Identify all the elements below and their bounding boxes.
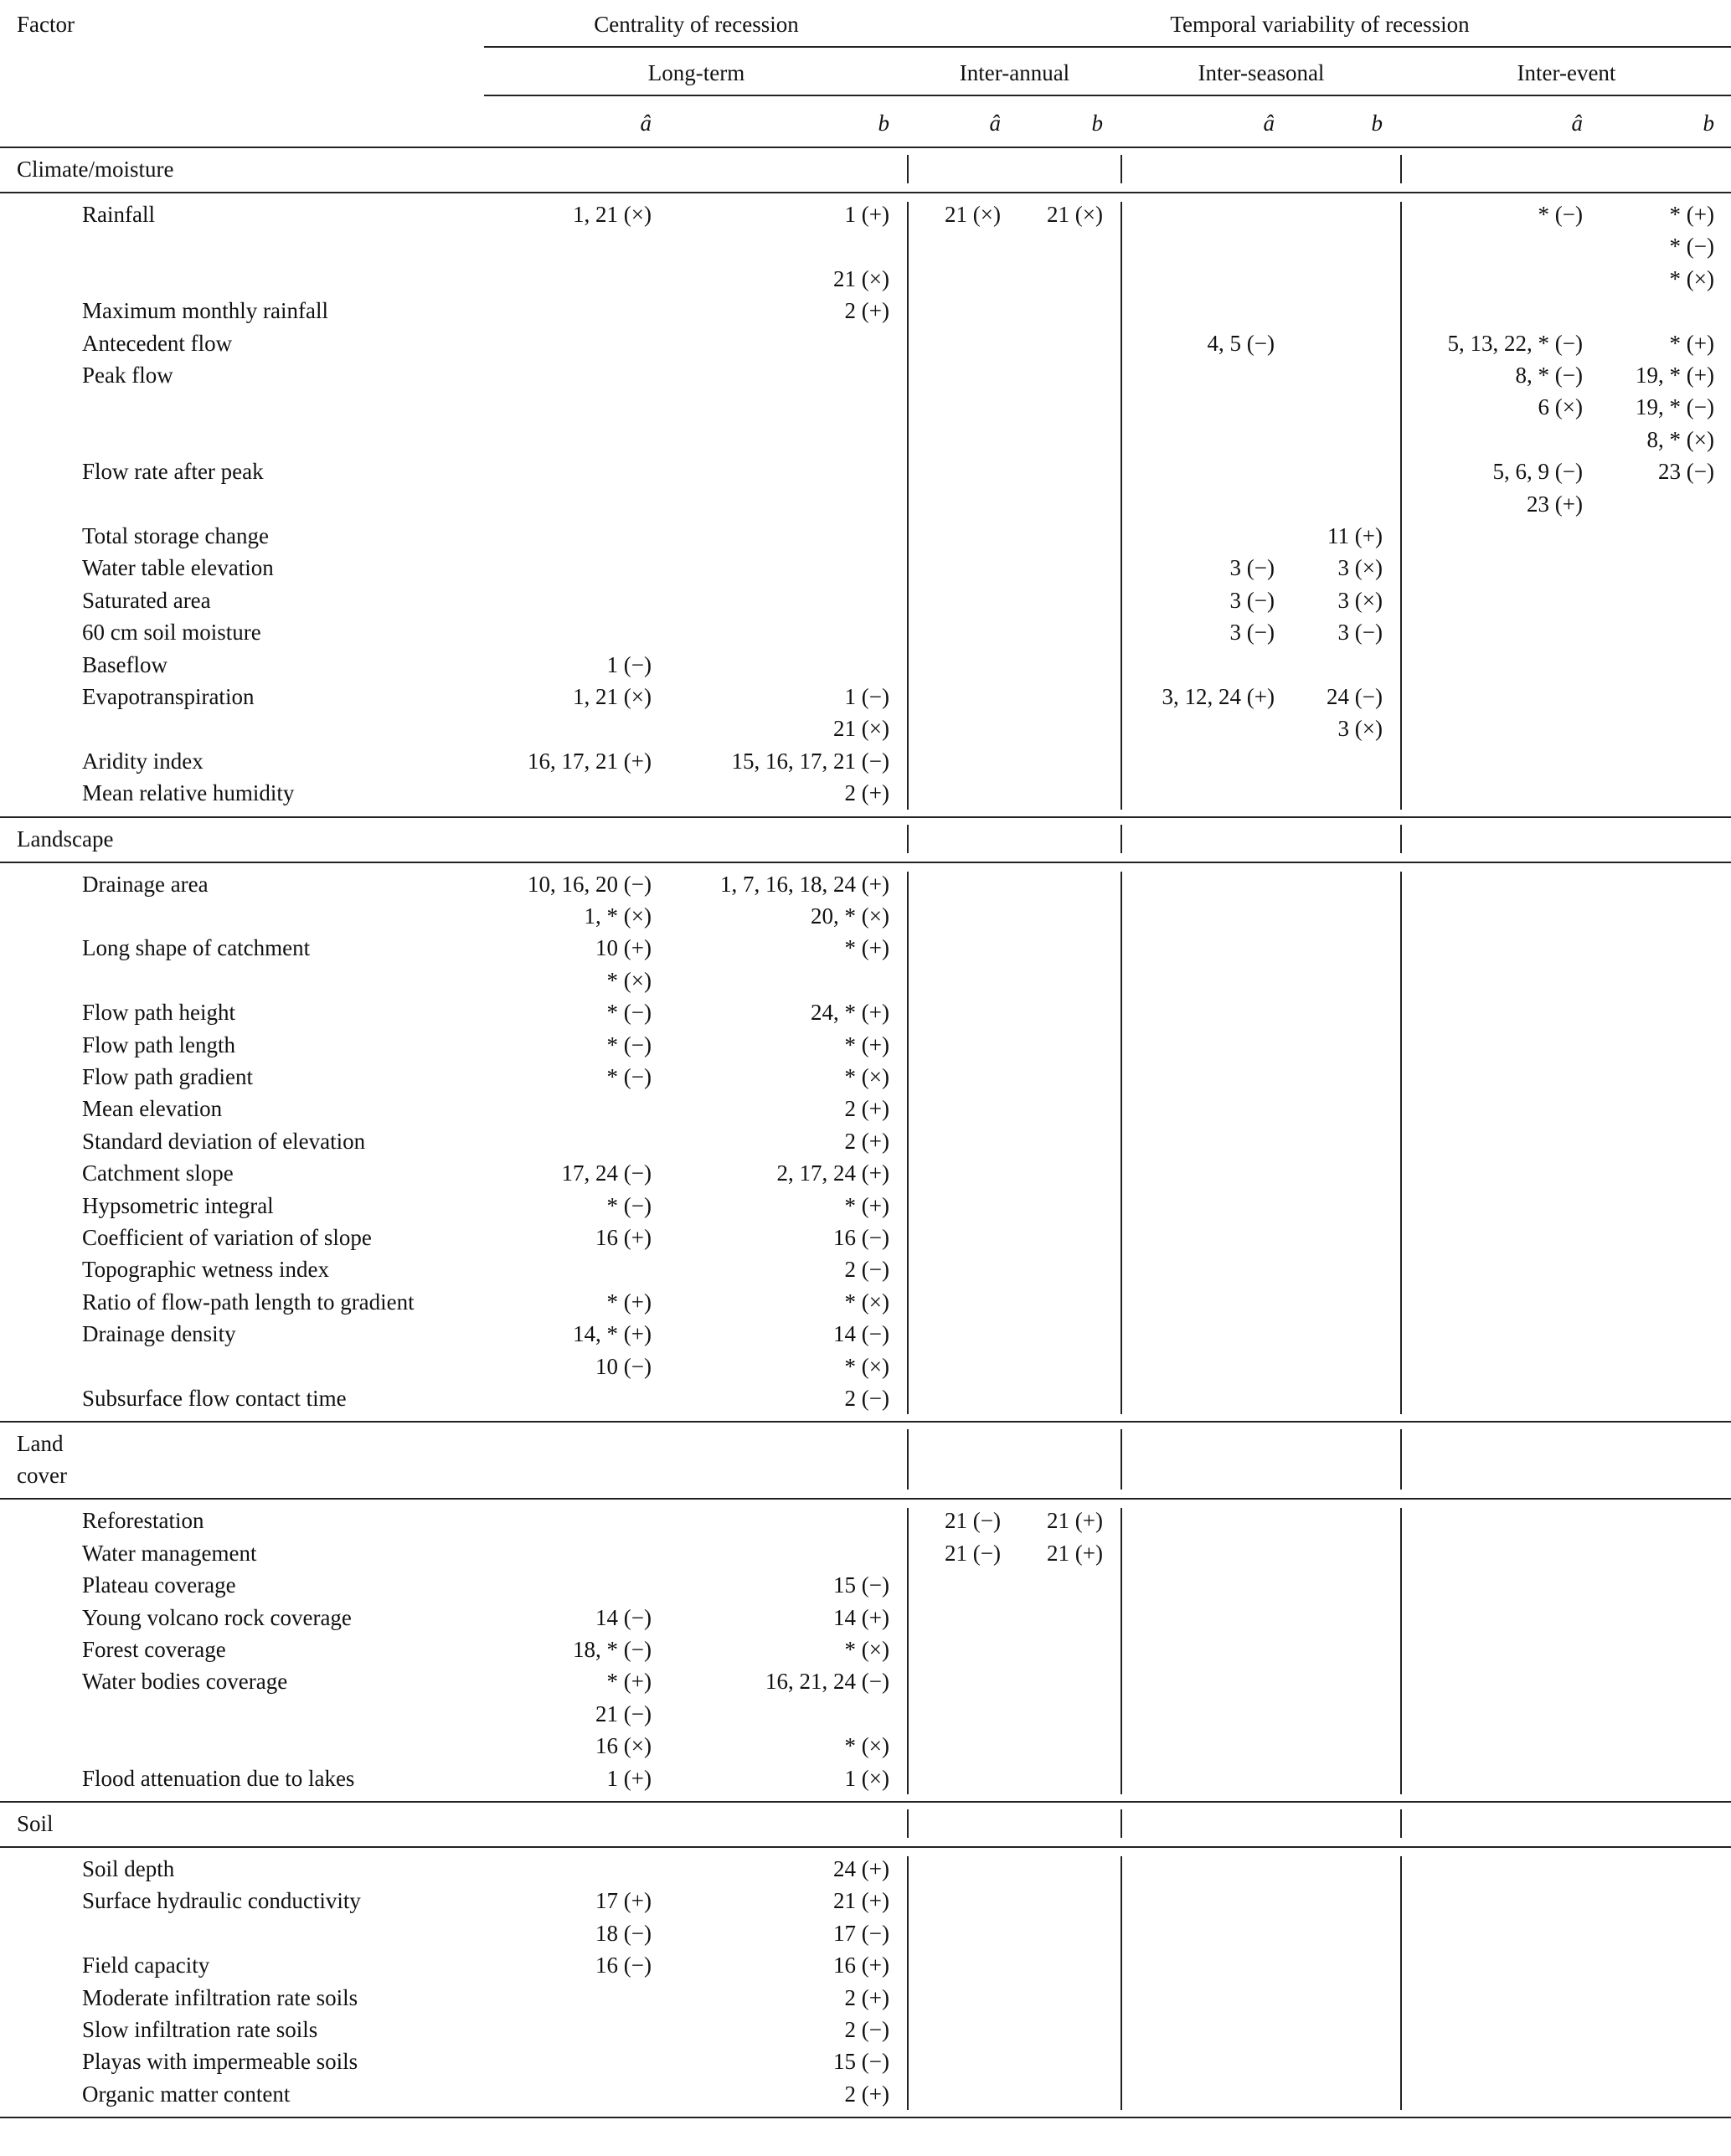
cell-event-a-hat: 6 (×) bbox=[1538, 394, 1583, 420]
cell-long-b: 20, * (×) bbox=[811, 903, 889, 929]
cell-long-b: 16 (+) bbox=[833, 1953, 889, 1978]
section-body-divider-1 bbox=[907, 1856, 909, 2110]
factor-label: Organic matter content bbox=[82, 2081, 291, 2107]
factor-label: Rainfall bbox=[82, 202, 155, 227]
section-title-divider-3 bbox=[1400, 1809, 1402, 1838]
factor-label: Slow infiltration rate soils bbox=[82, 2017, 318, 2042]
cell-long-a-hat: * (−) bbox=[606, 1064, 652, 1089]
section-body-divider-3 bbox=[1400, 1508, 1402, 1794]
section-title-divider-2 bbox=[1121, 825, 1122, 853]
cell-long-b: 21 (×) bbox=[833, 265, 889, 291]
cell-long-b: 2 (−) bbox=[844, 1386, 889, 1411]
cell-long-b: 2 (−) bbox=[844, 2017, 889, 2042]
cell-long-b: 15 (−) bbox=[833, 1572, 889, 1598]
section-title-divider-3 bbox=[1400, 825, 1402, 853]
section-title: Soil bbox=[17, 1811, 54, 1836]
section-title-divider-2 bbox=[1121, 155, 1122, 183]
factor-label: Flow path gradient bbox=[82, 1064, 253, 1089]
section-body-divider-1 bbox=[907, 1508, 909, 1794]
section-title-divider-1 bbox=[907, 1809, 909, 1838]
cell-long-a-hat: 16 (−) bbox=[595, 1953, 652, 1978]
cell-event-b: 8, * (×) bbox=[1646, 426, 1714, 452]
factor-label: Drainage density bbox=[82, 1321, 236, 1347]
factor-label: Standard deviation of elevation bbox=[82, 1128, 366, 1154]
cell-long-b: 15, 16, 17, 21 (−) bbox=[731, 748, 889, 774]
header-rule-1 bbox=[484, 46, 1731, 48]
factor-label: Ratio of flow-path length to gradient bbox=[82, 1289, 415, 1315]
section-body-divider-3 bbox=[1400, 872, 1402, 1415]
header-a-hat-event: â bbox=[1571, 111, 1583, 136]
cell-event-b: 19, * (−) bbox=[1636, 394, 1714, 420]
cell-annual-b: 21 (+) bbox=[1047, 1540, 1103, 1566]
factor-label: Baseflow bbox=[82, 651, 167, 677]
cell-long-b: * (×) bbox=[844, 1064, 889, 1089]
header-inter-seasonal: Inter-seasonal bbox=[1198, 60, 1325, 85]
cell-event-a-hat: 5, 13, 22, * (−) bbox=[1447, 330, 1583, 356]
section-body-divider-3 bbox=[1400, 1856, 1402, 2110]
section-bottom-rule bbox=[0, 1801, 1731, 1803]
cell-event-b: 23 (−) bbox=[1658, 459, 1714, 485]
cell-long-a-hat: 10 (+) bbox=[595, 935, 652, 961]
factor-label: Saturated area bbox=[82, 587, 211, 613]
cell-long-b: 16 (−) bbox=[833, 1225, 889, 1250]
section-title-divider-3 bbox=[1400, 155, 1402, 183]
cell-long-b: 1 (−) bbox=[844, 684, 889, 709]
cell-seasonal-a-hat: 3 (−) bbox=[1229, 555, 1275, 581]
cell-long-b: 2 (+) bbox=[844, 1128, 889, 1154]
factor-label: Water bodies coverage bbox=[82, 1669, 288, 1695]
cell-seasonal-a-hat: 3, 12, 24 (+) bbox=[1162, 684, 1275, 709]
header-rule-2 bbox=[484, 95, 1731, 96]
section-body-divider-2 bbox=[1121, 872, 1122, 1415]
cell-long-a-hat: 1, 21 (×) bbox=[573, 202, 652, 227]
cell-long-b: 2 (+) bbox=[844, 1984, 889, 2010]
factor-label: Mean relative humidity bbox=[82, 780, 295, 806]
factor-label: Peak flow bbox=[82, 363, 173, 388]
factor-label: Flow path length bbox=[82, 1032, 235, 1057]
factor-label: Young volcano rock coverage bbox=[82, 1604, 352, 1630]
section-title-divider-2 bbox=[1121, 1429, 1122, 1490]
factor-label: Water management bbox=[82, 1540, 257, 1566]
header-temporal: Temporal variability of recession bbox=[1170, 12, 1470, 37]
factor-label: Maximum monthly rainfall bbox=[82, 298, 328, 324]
section-body-divider-1 bbox=[907, 872, 909, 1415]
cell-long-a-hat: 16 (+) bbox=[595, 1225, 652, 1250]
factor-label: Mean elevation bbox=[82, 1096, 223, 1122]
cell-annual-b: 21 (×) bbox=[1047, 202, 1103, 227]
section-body-divider-2 bbox=[1121, 1856, 1122, 2110]
section-title: Landscape bbox=[17, 826, 114, 852]
cell-long-a-hat: 17 (+) bbox=[595, 1888, 652, 1914]
factor-label: Soil depth bbox=[82, 1856, 175, 1881]
cell-long-a-hat: 14, * (+) bbox=[573, 1321, 652, 1347]
header-inter-annual: Inter-annual bbox=[959, 60, 1070, 85]
cell-long-b: 1 (+) bbox=[844, 202, 889, 227]
factor-label: Flow path height bbox=[82, 1000, 235, 1026]
cell-long-b: 15 (−) bbox=[833, 2049, 889, 2075]
cell-long-a-hat: 1, 21 (×) bbox=[573, 684, 652, 709]
cell-long-b: * (×) bbox=[844, 1733, 889, 1759]
cell-long-b: 2 (+) bbox=[844, 2081, 889, 2107]
cell-long-b: * (×) bbox=[844, 1637, 889, 1662]
cell-long-b: * (+) bbox=[844, 1192, 889, 1218]
cell-long-b: 21 (×) bbox=[833, 716, 889, 742]
cell-event-a-hat: 8, * (−) bbox=[1515, 363, 1583, 388]
factor-label: Aridity index bbox=[82, 748, 203, 774]
cell-long-a-hat: 18, * (−) bbox=[573, 1637, 652, 1662]
cell-event-b: * (×) bbox=[1669, 265, 1714, 291]
cell-long-a-hat: 1 (−) bbox=[606, 651, 652, 677]
cell-long-b: 2 (+) bbox=[844, 1096, 889, 1122]
cell-long-b: 14 (+) bbox=[833, 1604, 889, 1630]
header-b-event: b bbox=[1703, 111, 1714, 136]
cell-long-b: 1 (×) bbox=[844, 1765, 889, 1791]
cell-long-a-hat: 18 (−) bbox=[595, 1920, 652, 1946]
cell-annual-a-hat: 21 (−) bbox=[945, 1508, 1001, 1534]
factor-label: Plateau coverage bbox=[82, 1572, 236, 1598]
factor-label: Flow rate after peak bbox=[82, 459, 264, 485]
factor-label: Field capacity bbox=[82, 1953, 210, 1978]
cell-long-b: 1, 7, 16, 18, 24 (+) bbox=[720, 871, 889, 897]
header-factor: Factor bbox=[17, 12, 75, 37]
factor-label: Reforestation bbox=[82, 1508, 204, 1534]
cell-seasonal-b: 3 (×) bbox=[1337, 587, 1383, 613]
cell-seasonal-b: 24 (−) bbox=[1327, 684, 1383, 709]
section-title-divider-3 bbox=[1400, 1429, 1402, 1490]
cell-long-b: 2 (−) bbox=[844, 1257, 889, 1283]
section-title-divider-1 bbox=[907, 1429, 909, 1490]
cell-seasonal-a-hat: 3 (−) bbox=[1229, 587, 1275, 613]
cell-seasonal-b: 3 (×) bbox=[1337, 716, 1383, 742]
cell-long-b: 24 (+) bbox=[833, 1856, 889, 1881]
factor-label: Flood attenuation due to lakes bbox=[82, 1765, 355, 1791]
cell-event-a-hat: * (−) bbox=[1538, 202, 1583, 227]
cell-seasonal-b: 11 (+) bbox=[1327, 523, 1383, 548]
cell-long-b: 2 (+) bbox=[844, 298, 889, 324]
section-rule bbox=[0, 1846, 1731, 1848]
header-rule-3 bbox=[0, 147, 1731, 148]
cell-event-a-hat: 23 (+) bbox=[1527, 491, 1583, 517]
factor-label: Forest coverage bbox=[82, 1637, 226, 1662]
cell-long-b: * (×) bbox=[844, 1289, 889, 1315]
cell-annual-b: 21 (+) bbox=[1047, 1508, 1103, 1534]
section-bottom-rule bbox=[0, 1421, 1731, 1423]
cell-long-b: 2 (+) bbox=[844, 780, 889, 806]
header-a-hat-seasonal: â bbox=[1263, 111, 1275, 136]
section-title: Climate/moisture bbox=[17, 157, 174, 182]
cell-long-a-hat: 10 (−) bbox=[595, 1353, 652, 1379]
cell-long-b: * (×) bbox=[844, 1353, 889, 1379]
section-rule bbox=[0, 862, 1731, 863]
factor-label: Surface hydraulic conductivity bbox=[82, 1888, 361, 1914]
cell-seasonal-a-hat: 3 (−) bbox=[1229, 620, 1275, 646]
cell-long-b: * (+) bbox=[844, 1032, 889, 1057]
factor-label: 60 cm soil moisture bbox=[82, 620, 261, 646]
cell-seasonal-b: 3 (×) bbox=[1337, 555, 1383, 581]
section-rule bbox=[0, 1498, 1731, 1500]
cell-long-a-hat: * (+) bbox=[606, 1289, 652, 1315]
factor-label: Evapotranspiration bbox=[82, 684, 255, 709]
header-centrality: Centrality of recession bbox=[594, 12, 799, 37]
section-title-divider-1 bbox=[907, 155, 909, 183]
factor-label: Moderate infiltration rate soils bbox=[82, 1984, 358, 2010]
section-body-divider-1 bbox=[907, 202, 909, 810]
section-bottom-rule bbox=[0, 816, 1731, 818]
factor-label: Antecedent flow bbox=[82, 330, 233, 356]
cell-long-a-hat: 16, 17, 21 (+) bbox=[528, 748, 652, 774]
cell-seasonal-b: 3 (−) bbox=[1337, 620, 1383, 646]
cell-long-b: 24, * (+) bbox=[811, 1000, 889, 1026]
header-b-seasonal: b bbox=[1371, 111, 1383, 136]
cell-seasonal-a-hat: 4, 5 (−) bbox=[1207, 330, 1275, 356]
cell-annual-a-hat: 21 (−) bbox=[945, 1540, 1001, 1566]
cell-long-b: 21 (+) bbox=[833, 1888, 889, 1914]
section-body-divider-2 bbox=[1121, 202, 1122, 810]
section-rule bbox=[0, 192, 1731, 193]
cell-event-b: 19, * (+) bbox=[1636, 363, 1714, 388]
cell-event-a-hat: 5, 6, 9 (−) bbox=[1492, 459, 1583, 485]
cell-long-b: 17 (−) bbox=[833, 1920, 889, 1946]
factor-label: Catchment slope bbox=[82, 1160, 234, 1186]
cell-event-b: * (+) bbox=[1669, 202, 1714, 227]
cell-long-a-hat: * (−) bbox=[606, 1032, 652, 1057]
factor-label: Topographic wetness index bbox=[82, 1257, 330, 1283]
cell-long-a-hat: * (×) bbox=[606, 967, 652, 993]
cell-long-a-hat: 1, * (×) bbox=[584, 903, 652, 929]
header-b-annual: b bbox=[1091, 111, 1103, 136]
cell-long-b: 2, 17, 24 (+) bbox=[776, 1160, 889, 1186]
section-bottom-rule bbox=[0, 2117, 1731, 2118]
factor-label: Long shape of catchment bbox=[82, 935, 311, 961]
cell-long-a-hat: * (−) bbox=[606, 1000, 652, 1026]
header-inter-event: Inter-event bbox=[1517, 60, 1616, 85]
cell-long-a-hat: 14 (−) bbox=[595, 1604, 652, 1630]
header-a-hat-annual: â bbox=[989, 111, 1001, 136]
cell-long-a-hat: * (−) bbox=[606, 1192, 652, 1218]
section-title-divider-1 bbox=[907, 825, 909, 853]
factor-label: Drainage area bbox=[82, 871, 209, 897]
cell-long-b: * (+) bbox=[844, 935, 889, 961]
factor-label: Total storage change bbox=[82, 523, 270, 548]
cell-long-a-hat: 1 (+) bbox=[606, 1765, 652, 1791]
section-title: cover bbox=[17, 1463, 67, 1489]
factor-label: Coefficient of variation of slope bbox=[82, 1225, 372, 1250]
section-body-divider-3 bbox=[1400, 202, 1402, 810]
cell-long-b: 14 (−) bbox=[833, 1321, 889, 1347]
factor-label: Hypsometric integral bbox=[82, 1192, 274, 1218]
cell-long-a-hat: 17, 24 (−) bbox=[561, 1160, 652, 1186]
section-title: Land bbox=[17, 1431, 64, 1457]
section-body-divider-2 bbox=[1121, 1508, 1122, 1794]
cell-event-b: * (−) bbox=[1669, 234, 1714, 260]
cell-annual-a-hat: 21 (×) bbox=[945, 202, 1001, 227]
header-long-term: Long-term bbox=[647, 60, 745, 85]
factor-label: Subsurface flow contact time bbox=[82, 1386, 347, 1411]
cell-long-a-hat: 21 (−) bbox=[595, 1701, 652, 1726]
cell-long-a-hat: 16 (×) bbox=[595, 1733, 652, 1759]
cell-long-a-hat: * (+) bbox=[606, 1669, 652, 1695]
factor-label: Water table elevation bbox=[82, 555, 274, 581]
cell-long-b: 16, 21, 24 (−) bbox=[765, 1669, 889, 1695]
section-title-divider-2 bbox=[1121, 1809, 1122, 1838]
cell-event-b: * (+) bbox=[1669, 330, 1714, 356]
header-b-long: b bbox=[878, 111, 889, 136]
header-a-hat-long: â bbox=[640, 111, 652, 136]
factor-label: Playas with impermeable soils bbox=[82, 2049, 358, 2075]
cell-long-a-hat: 10, 16, 20 (−) bbox=[528, 871, 652, 897]
